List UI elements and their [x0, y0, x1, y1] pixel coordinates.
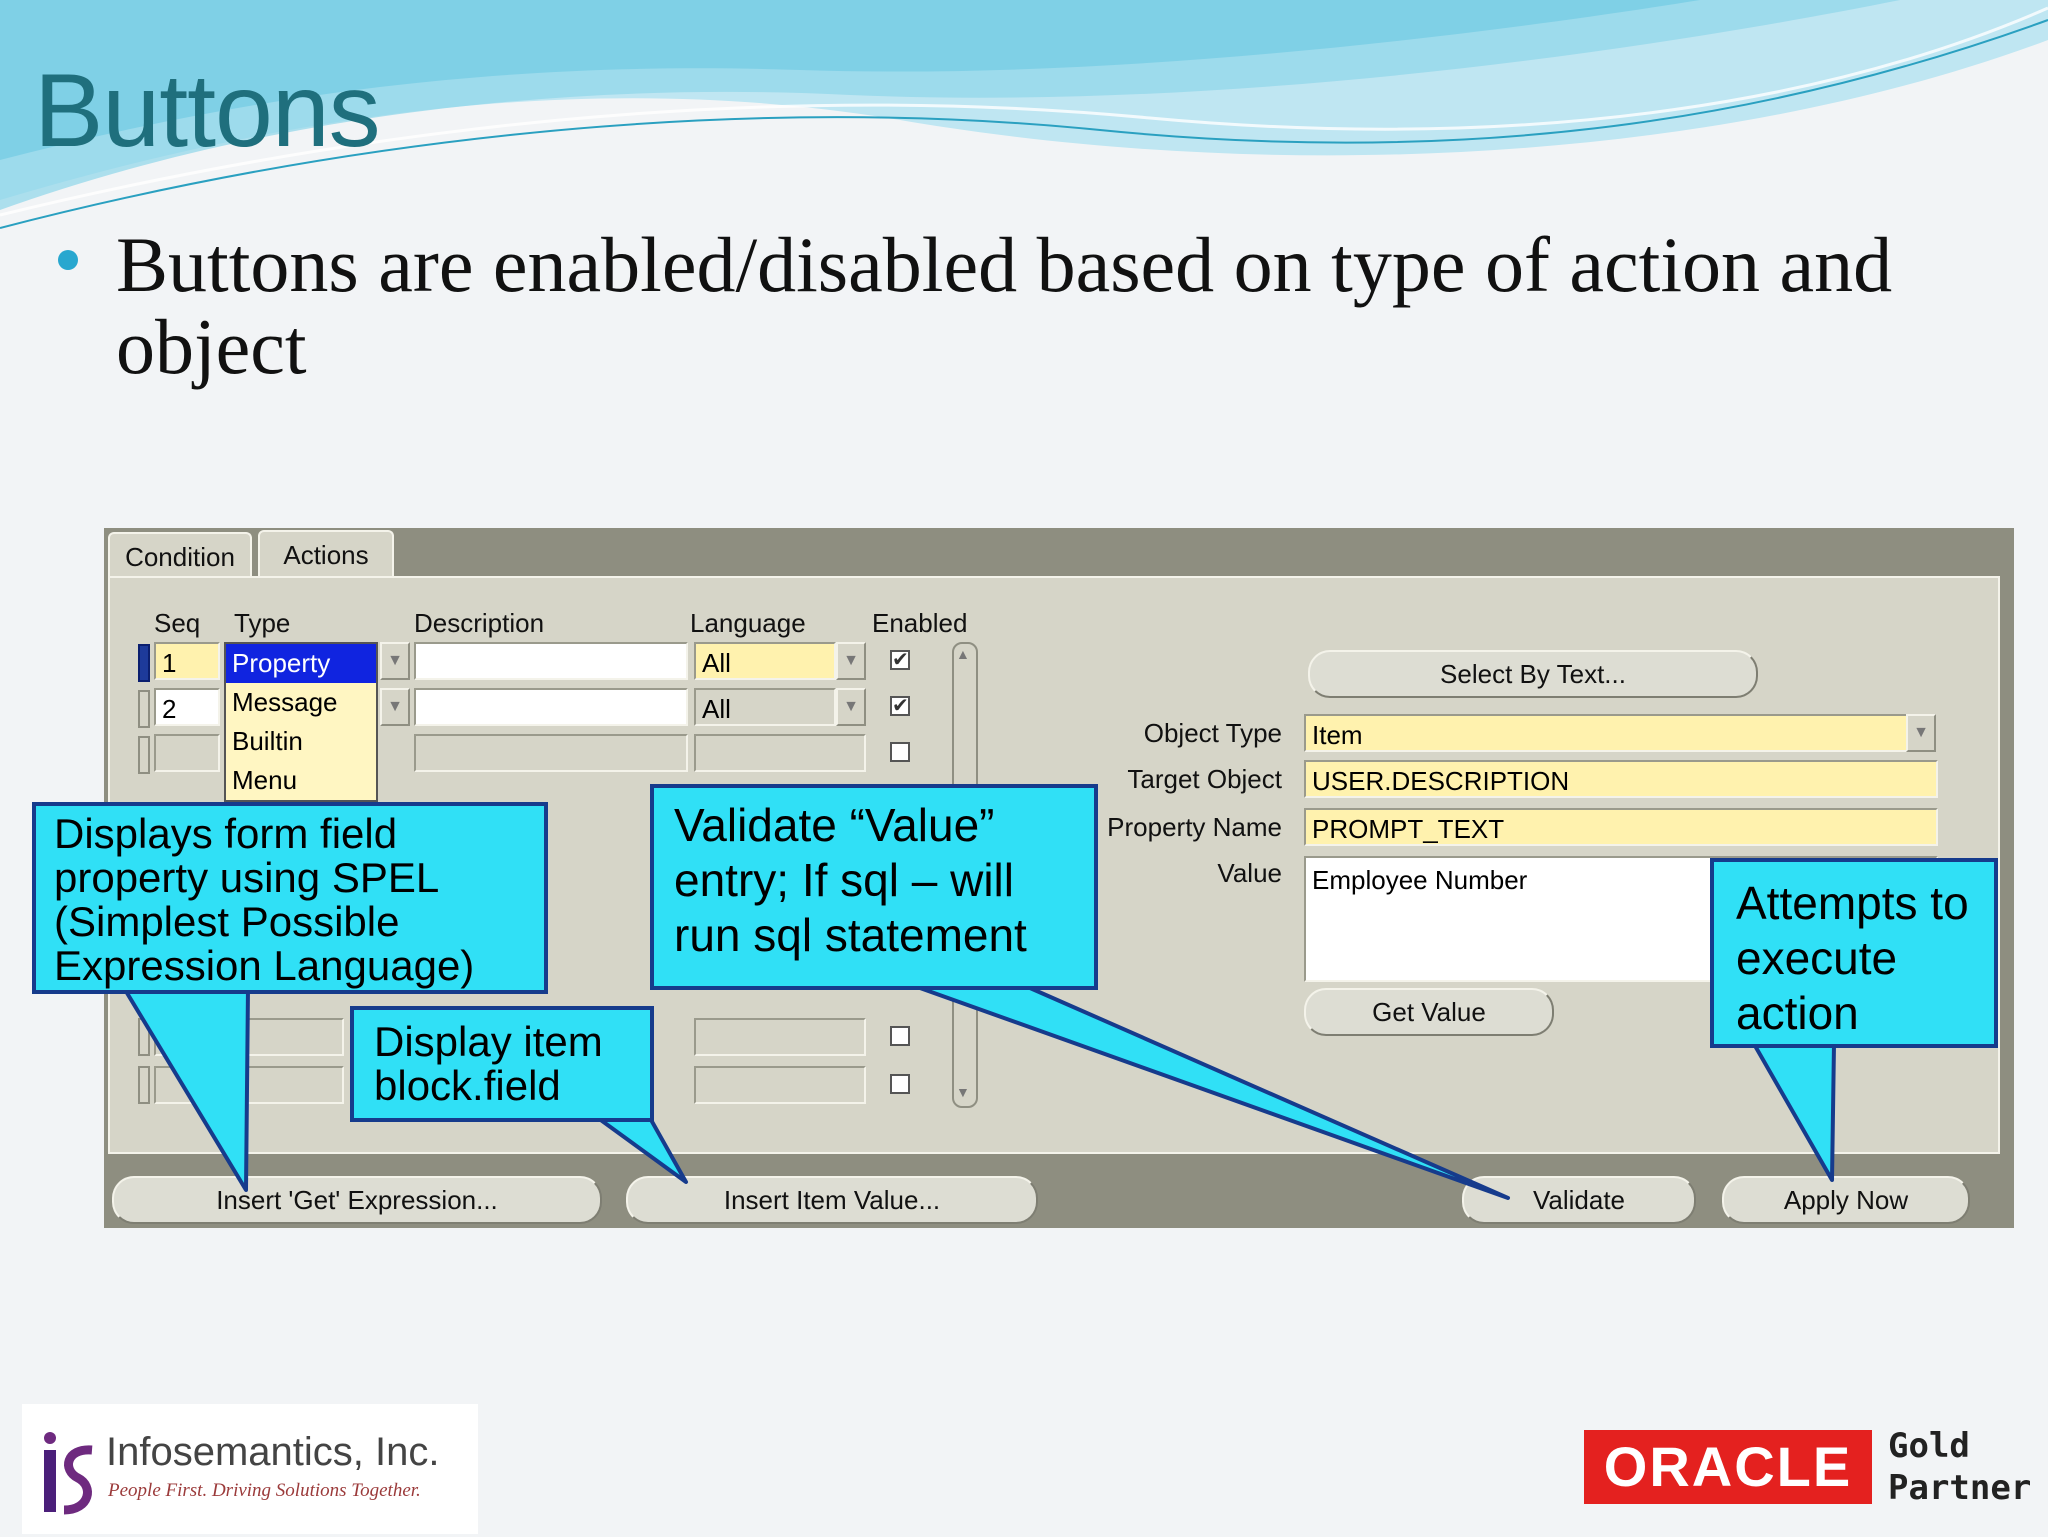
- list-item[interactable]: Builtin: [232, 726, 303, 756]
- target-object-field[interactable]: USER.DESCRIPTION: [1304, 760, 1938, 798]
- chevron-down-icon[interactable]: ▼: [836, 688, 866, 726]
- select-by-text-button[interactable]: Select By Text...: [1308, 650, 1758, 698]
- callout-item: Display item block.field: [350, 1006, 654, 1122]
- callout-validate: Validate “Value” entry; If sql – will run sql statement: [650, 784, 1098, 990]
- oracle-logo: ORACLE: [1584, 1430, 1872, 1504]
- list-item[interactable]: Message: [232, 687, 338, 717]
- column-header-language: Language: [690, 608, 806, 638]
- get-value-button[interactable]: Get Value: [1304, 988, 1554, 1036]
- chevron-down-icon[interactable]: ▼: [380, 642, 410, 680]
- list-item[interactable]: Property: [226, 644, 376, 683]
- enabled-checkbox[interactable]: ✔: [892, 649, 909, 671]
- infosemantics-mark-icon: [26, 1424, 106, 1524]
- enabled-checkbox[interactable]: ✔: [892, 695, 909, 717]
- partner-label: Partner: [1888, 1468, 2032, 1508]
- seq-field[interactable]: 1: [154, 642, 220, 680]
- callout-spel: Displays form field property using SPEL (Simplest Possible Expression Language): [32, 802, 548, 994]
- object-type-label: Object Type: [1143, 718, 1282, 748]
- value-label: Value: [1217, 858, 1282, 888]
- company-tagline: People First. Driving Solutions Together.: [108, 1480, 421, 1501]
- validate-button[interactable]: Validate: [1462, 1176, 1696, 1224]
- tab-actions[interactable]: Actions: [258, 530, 394, 582]
- partner-level: Gold: [1888, 1426, 1970, 1466]
- chevron-up-icon[interactable]: ▲: [956, 646, 970, 662]
- slide-title: Buttons: [34, 53, 380, 169]
- apply-now-button[interactable]: Apply Now: [1722, 1176, 1970, 1224]
- column-header-enabled: Enabled: [872, 608, 968, 638]
- chevron-down-icon[interactable]: ▼: [956, 1084, 970, 1100]
- property-name-label: Property Name: [1107, 812, 1282, 842]
- callout-apply: Attempts to execute action: [1710, 858, 1998, 1048]
- insert-get-expression-button[interactable]: Insert 'Get' Expression...: [112, 1176, 602, 1224]
- column-header-type: Type: [234, 608, 291, 638]
- object-type-field[interactable]: Item: [1304, 714, 1908, 752]
- property-name-field[interactable]: PROMPT_TEXT: [1304, 808, 1938, 846]
- value-field[interactable]: Employee Number: [1304, 856, 1938, 982]
- insert-item-value-button[interactable]: Insert Item Value...: [626, 1176, 1038, 1224]
- target-object-label: Target Object: [1127, 764, 1282, 794]
- company-name: Infosemantics, Inc.: [106, 1430, 440, 1474]
- tab-condition[interactable]: Condition: [108, 532, 252, 580]
- chevron-down-icon[interactable]: ▼: [1906, 714, 1936, 752]
- list-item[interactable]: Menu: [232, 765, 298, 795]
- language-field[interactable]: All: [694, 688, 836, 726]
- column-header-description: Description: [414, 608, 545, 638]
- bullet-text: Buttons are enabled/disabled based on type of action and object: [116, 221, 1893, 390]
- chevron-down-icon[interactable]: ▼: [836, 642, 866, 680]
- infosemantics-logo: [22, 1404, 478, 1534]
- column-header-seq: Seq: [154, 608, 201, 638]
- seq-field[interactable]: 2: [154, 688, 220, 726]
- chevron-down-icon[interactable]: ▼: [380, 688, 410, 726]
- language-field[interactable]: All: [694, 642, 836, 680]
